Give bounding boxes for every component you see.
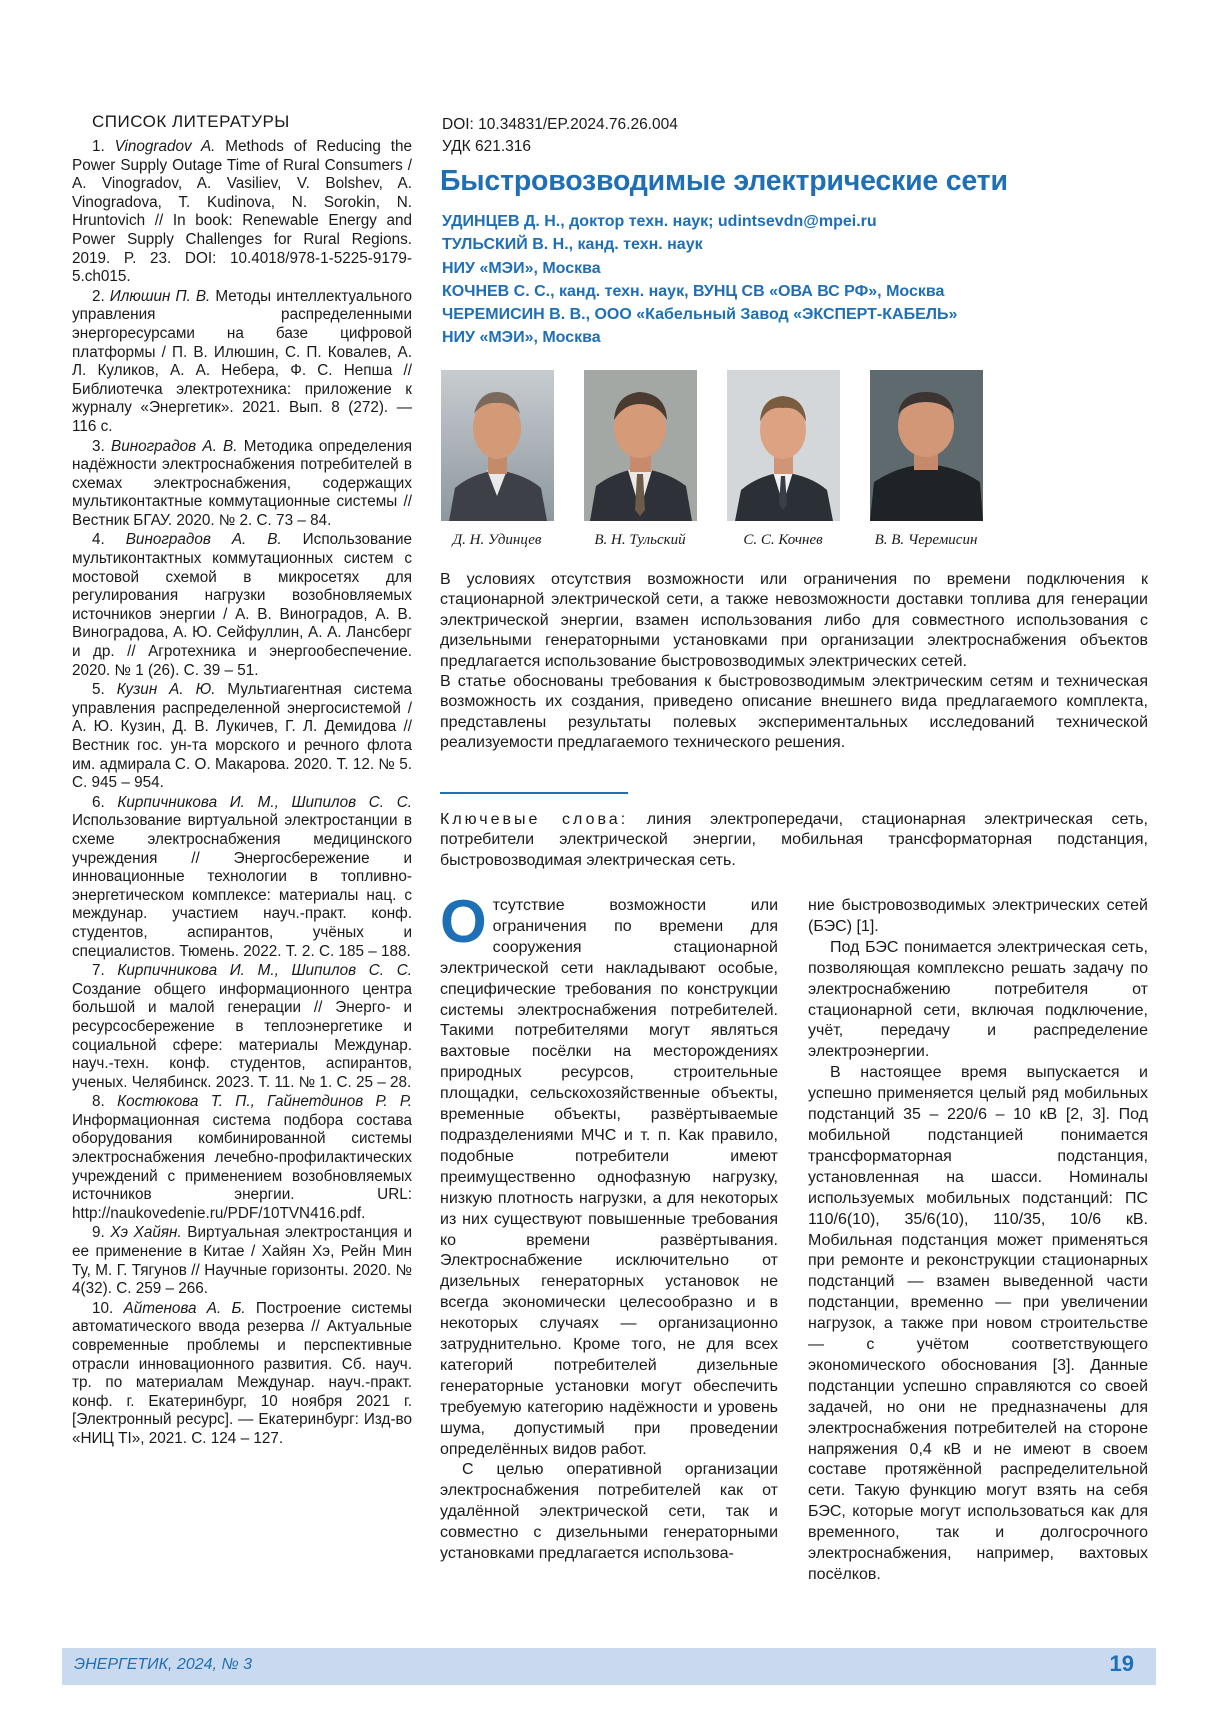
authors-block (442, 210, 957, 350)
abstract-paragraph: В условиях отсутствия возможности или ограничения по времени подключения к стационарной электрической сети, а также невозможности доставки топлива для генерации электрической энергии, взамен использования либо для совместного использования с дизельными генераторными установками при организации электроснабжения объектов предлагается использование быстровозводимых электрических сетей. (440, 571, 1148, 670)
reference-number: 7. (92, 962, 118, 980)
reference-item (72, 962, 412, 1092)
reference-author: Vinogradov A. (114, 138, 216, 155)
footer-journal: ЭНЕРГЕТИК, 2024, № 3 (74, 1656, 253, 1673)
body-text: тсутствие возможности или ограничения по времени для сооружения стационарной электрической сети накладывают особые, специфические требования по конструкции системы электроснабжения потребителей. Такими потребителями могут являться вахтовые посёлки на месторождениях природных ресурсов, строительные площадки, сельскохозяйственные объекты, временные объекты, развёртываемые подразделениями МЧС и т. п. Как правило, подобные потребители имеют преимущественно однофазную нагрузку, низкую плотность нагрузки, а для некоторых из них существуют повышенные требования ко времени развёртывания. Электроснабжение исключительно от дизельных генераторных установок не всегда экономически целесообразно и в некоторых случаях — организационно затруднительно. Кроме того, не для всех категорий потребителей дизельные генераторные установки могут обеспечить требуемую категорию надёжности и уровень шума, допустимый при проведении определённых видов работ. (440, 897, 778, 1458)
reference-item (72, 1300, 412, 1449)
reference-item (72, 531, 412, 680)
portrait-image (727, 370, 840, 521)
reference-text: Methods of Reducing the Power Supply Outage Time of Rural Consumers / A. Vinogradov, A. Vasiliev, V. Bolshev, A. Vinogradova, T. Kudinova, N. Sorokin, N. Hruntovich // In book: Renewable Energy and Power Supply Challenges for Rural Regions. 2019. P. 23. DOI: 10.4018/978-1-5225-9179-5.ch015. (72, 138, 413, 286)
author-photo (584, 370, 697, 521)
reference-author: Кузин А. Ю. (116, 681, 216, 699)
reference-author: Костюкова Т. П., Гайнетдинов Р. Р. (117, 1093, 412, 1111)
divider (440, 792, 628, 794)
reference-author: Кирпичникова И. М., Шипилов С. С. (117, 962, 412, 980)
abstract-paragraph: В статье обоснованы требования к быстровозводимым электрическим сетям и техническая возможность их создания, приведено описание внешнего вида предлагаемого комплекта, представлены результаты полевых экспериментальных исследований технической реализуемости предлагаемого технического решения. (440, 673, 1148, 752)
reference-author: Айтенова А. Б. (123, 1299, 246, 1317)
author-line: КОЧНЕВ С. С., канд. техн. наук, ВУНЦ СВ «ОВА ВС РФ», Москва (442, 282, 945, 300)
references-list (72, 138, 412, 1449)
reference-number: 4. (92, 531, 126, 549)
photo-caption: С. С. Кочнев (743, 532, 823, 548)
reference-number: 3. (92, 437, 111, 455)
photo-caption: Д. Н. Удинцев (452, 532, 542, 548)
reference-text: Создание общего информационного центра большой и малой генерации // Энерго- и ресурсосбережение в теплоэнергетике и социальной сфере: материалы Междунар. науч.-техн. конф. студентов, аспирантов, ученых. Челябинск. 2023. Т. 11. № 1. С. 25 – 28. (72, 980, 412, 1091)
body-paragraph: В настоящее время выпускается и успешно применяется целый ряд мобильных подстанций 35 – 220/6 – 10 кВ [2, 3]. Под мобильной подстанцией понимается трансформаторная подстанция, установленная на шасси. Номиналы используемых мобильных подстанций: ПС 110/6(10), 35/6(10), 110/35, 10/6 кВ. Мобильная подстанция может применяться при ремонте и реконструкции стационарных подстанций — взамен выведенной части подстанции, временно — при увеличении нагрузок, а также при новом строительстве — с учётом соответствующего экономического обоснования [3]. Данные подстанции успешно справляются со своей задачей, но они не предназначены для электроснабжения потребителей на стороне напряжения 0,4 кВ и не имеют в своем составе протяжённой распределительной сети. Такую функцию могут взять на себя БЭС, которые могут использоваться как для временного, так и долгосрочного электроснабжения, например, вахтовых посёлков. (808, 1064, 1148, 1583)
body-column-2 (808, 896, 1148, 1586)
article-title: Быстровозводимые электрические сети (440, 165, 1008, 197)
reference-author: Хэ Хайян. (110, 1224, 182, 1242)
author-line: НИУ «МЭИ», Москва (442, 259, 601, 277)
author-line: НИУ «МЭИ», Москва (442, 329, 601, 347)
page-number: 19 (1109, 1651, 1134, 1676)
reference-text: Информационная система подбора состава оборудования комбинированной системы электроснабжения лечебно-профилактических учреждений с применением возобновляемых источников энергии. URL: http://naukovedenie.ru/PDF/10TVN416.pdf. (72, 1111, 412, 1222)
body-paragraph: ние быстровозводимых электрических сетей (БЭС) [1]. (808, 897, 1148, 935)
references-heading: СПИСОК ЛИТЕРАТУРЫ (92, 112, 290, 131)
reference-number: 5. (92, 681, 117, 699)
drop-cap: О (440, 888, 487, 955)
photo-caption: В. Н. Тульский (594, 532, 686, 548)
reference-item (72, 138, 412, 287)
keywords (440, 810, 1148, 871)
reference-text: Построение системы автоматического ввода резерва // Актуальные современные проблемы и перспективные отрасли инновационного развития. Сб. науч. тр. по материалам Междунар. науч.-практ. конф. г. Екатеринбург, 10 ноября 2021 г. [Электронный ресурс]. — Екатеринбург: Изд-во «НИЦ TI», 2021. С. 124 – 127. (72, 1299, 413, 1447)
body-paragraph (440, 888, 778, 1460)
author-line: ЧЕРЕМИСИН В. В., ООО «Кабельный Завод «ЭКСПЕРТ-КАБЕЛЬ» (442, 306, 958, 324)
reference-item (72, 1093, 412, 1223)
reference-number: 1. (92, 138, 115, 155)
reference-author: Виноградов А. В. (111, 437, 238, 455)
doi-block (442, 114, 678, 158)
reference-item (72, 288, 412, 437)
reference-item (72, 1224, 412, 1298)
reference-number: 9. (92, 1224, 111, 1242)
reference-item (72, 794, 412, 961)
udc: УДК 621.316 (442, 138, 532, 155)
doi: DOI: 10.34831/EP.2024.76.26.004 (442, 116, 678, 133)
author-line: ТУЛЬСКИЙ В. Н., канд. техн. наук (442, 236, 703, 254)
reference-text: Использование виртуальной электростанции в схеме электроснабжения медицинского учреждения // Энергосбережение и инновационные технологии в топливно-энергетическом комплексе: материалы нац. с междунар. участием науч.-практ. конф. студентов, аспирантов, учёных и специалистов. Тюмень. 2022. Т. 2. С. 185 – 188. (72, 812, 412, 960)
author-photo (441, 370, 554, 521)
reference-number: 2. (92, 287, 110, 305)
photo-caption: В. В. Черемисин (874, 532, 978, 548)
reference-author: Виноградов А. В. (125, 531, 282, 549)
reference-text: Использование мультиконтактных коммутационных систем с мостовой схемой в микросетях для регулирования нагрузки возобновляемых источников энергии / А. В. Виноградов, А. В. Виноградова, А. Ю. Сейфуллин, А. А. Лансберг и др. // Агротехника и энергообеспечение. 2020. № 1 (26). С. 39 – 51. (72, 531, 412, 679)
portrait-image (441, 370, 554, 521)
reference-number: 8. (92, 1093, 118, 1111)
body-column-1 (440, 888, 778, 1565)
body-paragraph: Под БЭС понимается электрическая сеть, позволяющая комплексно решать задачу по электроснабжению потребителя от стационарной сети, включая подключение, учёт, передачу и распределение электроэнергии. (808, 938, 1148, 1061)
keywords-label: Ключевые слова: (440, 811, 629, 828)
references-column (72, 112, 412, 1450)
abstract (440, 570, 1148, 754)
reference-item (72, 438, 412, 531)
body-paragraph: С целью оперативной организации электроснабжения потребителей как от удалённой электрической сети, так и совместно с дизельными генераторными установками предлагается использова- (440, 1461, 778, 1563)
reference-text: Виртуальная электростанция и ее применение в Китае / Хайян Хэ, Рейн Мин Ту, М. Г. Тягунов // Научные горизонты. 2020. № 4(32). С. 259 – 266. (72, 1224, 413, 1298)
author-photo (727, 370, 840, 521)
author-photo (870, 370, 983, 521)
reference-text: Методика определения надёжности электроснабжения потребителей в схемах электроснабжения, содержащих мультиконтактные коммутационные системы // Вестник БГАУ. 2020. № 2. С. 73 – 84. (72, 437, 413, 529)
portrait-image (870, 370, 983, 521)
keywords-text: линия электропередачи, стационарная электрическая сеть, потребители электрической энергии, мобильная трансформаторная подстанция, быстровозводимая электрическая сеть. (440, 811, 1148, 869)
portrait-image (584, 370, 697, 521)
reference-text: Мультиагентная система управления распределенной энергосистемой / А. Ю. Кузин, Д. В. Лукичев, Г. Л. Демидова // Вестник гос. ун-та морского и речного флота им. адмирала С. О. Макарова. 2020. Т. 12. № 5. С. 945 – 954. (72, 681, 412, 792)
reference-author: Илюшин П. В. (109, 287, 211, 305)
reference-text: Методы интеллектуального управления распределенными энергоресурсами на базе цифровой платформы / П. В. Илюшин, С. П. Ковалев, А. Л. Куликов, А. А. Небера, Ф. С. Непша // Библиотечка электротехника: приложение к журналу «Энергетик». 2021. Вып. 8 (272). — 116 с. (72, 287, 413, 435)
reference-author: Кирпичникова И. М., Шипилов С. С. (117, 793, 412, 811)
reference-item (72, 681, 412, 793)
reference-number: 10. (92, 1299, 124, 1317)
author-line: УДИНЦЕВ Д. Н., доктор техн. наук; udintsevdn@mpei.ru (442, 213, 877, 230)
reference-number: 6. (92, 793, 118, 811)
